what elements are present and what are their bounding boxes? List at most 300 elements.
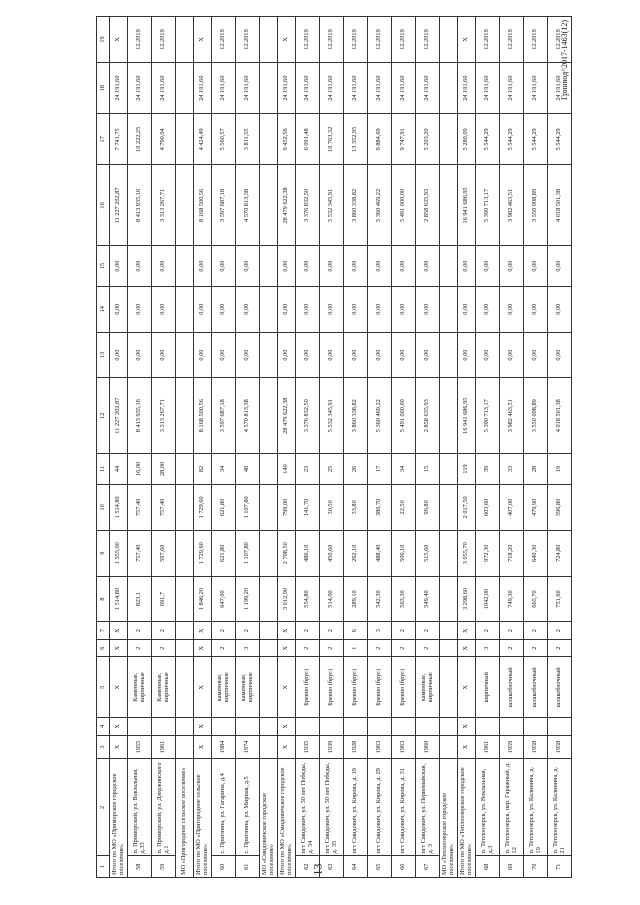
- section-row: [458, 17, 476, 878]
- cell: 3 055,70: [458, 530, 476, 576]
- cell: X: [458, 622, 476, 640]
- cell: 28 479 622,38: [278, 165, 296, 246]
- address-cell: пгт Смидович, ул. Кирова, д. 29: [368, 759, 392, 856]
- cell: 0,00: [392, 286, 416, 332]
- rotated-table-container: [96, 16, 572, 878]
- cell: [440, 718, 458, 736]
- cell: 691,7: [152, 576, 176, 622]
- cell: каменные, кирпичные: [212, 657, 236, 718]
- cell: 289,10: [344, 576, 368, 622]
- cell: [296, 718, 320, 736]
- cell: 4 018 501,38: [548, 165, 572, 246]
- cell: 488,40: [368, 530, 392, 576]
- cell: [176, 484, 194, 530]
- cell: 24 191,60: [344, 63, 368, 114]
- cell: [440, 63, 458, 114]
- section-title: МО «Теплоозерское городское поселение»: [440, 759, 458, 878]
- cell: 450,60: [320, 530, 344, 576]
- cell: [176, 165, 194, 246]
- cell: 665,70: [524, 576, 548, 622]
- cell: 34: [392, 453, 416, 484]
- table-row: [368, 17, 392, 878]
- cell: 24 191,60: [368, 63, 392, 114]
- cell: 542,30: [368, 576, 392, 622]
- column-number-15: 15: [97, 246, 110, 286]
- cell: 0,00: [128, 246, 152, 286]
- cell: 12.2019: [296, 17, 320, 63]
- cell: X: [278, 718, 296, 736]
- cell: X: [458, 657, 476, 718]
- address-cell: пгт Смидович, ул. Кирова, д. 31: [392, 759, 416, 856]
- cell: 3 313 267,71: [152, 378, 176, 454]
- table-row: [476, 17, 500, 878]
- address-cell: с. Пригнина, ул. Мирная, д.5: [236, 759, 260, 856]
- cell: [176, 378, 194, 454]
- cell: 19: [548, 453, 572, 484]
- cell: 24 191,60: [500, 63, 524, 114]
- cell: 0,00: [548, 286, 572, 332]
- cell: 24 191,60: [152, 63, 176, 114]
- cell: 10 222,25: [128, 114, 152, 165]
- cell: X: [458, 17, 476, 63]
- cell: 8 413 935,16: [128, 165, 152, 246]
- cell: 972,30: [476, 530, 500, 576]
- cell: 8 168 500,56: [194, 378, 212, 454]
- cell: 3 982 463,51: [500, 165, 524, 246]
- table-row: [296, 17, 320, 878]
- cell: 2 708,50: [278, 530, 296, 576]
- cell: [260, 576, 278, 622]
- cell: 12.2019: [524, 17, 548, 63]
- cell: Бревно (брус): [296, 657, 320, 718]
- cell: 0,00: [296, 246, 320, 286]
- cell: X: [278, 17, 296, 63]
- cell: 141,70: [296, 484, 320, 530]
- cell: [260, 246, 278, 286]
- cell: 2 858 635,93: [416, 165, 440, 246]
- cell: 2: [128, 622, 152, 640]
- cell: 2: [476, 622, 500, 640]
- cell: 2: [296, 639, 320, 657]
- cell: 0,00: [392, 246, 416, 286]
- cell: X: [194, 17, 212, 63]
- cell: 12.2019: [548, 17, 572, 63]
- section-row: [440, 17, 458, 878]
- cell: 0,00: [524, 286, 548, 332]
- cell: [176, 718, 194, 736]
- cell: 3 597 687,18: [212, 378, 236, 454]
- cell: 1939: [320, 735, 344, 759]
- cell: 621,80: [212, 530, 236, 576]
- cell: 1 107,80: [236, 530, 260, 576]
- address-cell: п. Приморский, ул. Дзержинского д.1: [152, 759, 176, 856]
- cell: 4 570 813,38: [236, 378, 260, 454]
- table-row: [548, 17, 572, 878]
- cell: 12.2019: [500, 17, 524, 63]
- cell: 751,60: [548, 576, 572, 622]
- cell: [260, 657, 278, 718]
- cell: 5 544,29: [524, 114, 548, 165]
- cell: 596,80: [548, 484, 572, 530]
- cell: [440, 286, 458, 332]
- cell: 12.2019: [212, 17, 236, 63]
- cell: 597,60: [152, 530, 176, 576]
- cell: [440, 332, 458, 378]
- cell: 0,00: [392, 332, 416, 378]
- cell: 7 741,75: [110, 114, 128, 165]
- cell: 24 191,60: [212, 63, 236, 114]
- column-number-9: 9: [97, 530, 110, 576]
- cell: 2: [296, 622, 320, 640]
- cell: 5 203,20: [416, 114, 440, 165]
- table-row: [500, 17, 524, 878]
- cell: 3 550 008,89: [524, 378, 548, 454]
- cell: [176, 576, 194, 622]
- cell: 757,40: [128, 484, 152, 530]
- column-number-5: 5: [97, 657, 110, 718]
- cell: [440, 246, 458, 286]
- cell: 2: [524, 639, 548, 657]
- cell: 0,00: [152, 332, 176, 378]
- cell: 82: [194, 453, 212, 484]
- cell: 1 355,00: [110, 530, 128, 576]
- cell: 22,50: [392, 484, 416, 530]
- cell: 28: [524, 453, 548, 484]
- cell: 0,00: [320, 286, 344, 332]
- column-number-11: 11: [97, 453, 110, 484]
- cell: 28 479 622,38: [278, 378, 296, 454]
- cell: 5 560,57: [212, 114, 236, 165]
- cell: 4 018 501,38: [548, 378, 572, 454]
- cell: 2: [500, 622, 524, 640]
- cell: 3 012,90: [278, 576, 296, 622]
- column-number-16: 16: [97, 165, 110, 246]
- column-number-header: [97, 17, 110, 878]
- cell: 25: [320, 453, 344, 484]
- cell: 262,10: [344, 530, 368, 576]
- cell: [128, 718, 152, 736]
- cell: 44: [110, 453, 128, 484]
- cell: 0,00: [194, 246, 212, 286]
- cell: X: [110, 639, 128, 657]
- cell: 0,00: [500, 332, 524, 378]
- cell: 12.2019: [344, 17, 368, 63]
- table-body: [110, 17, 572, 878]
- section-row: [278, 17, 296, 878]
- cell: Каменные, кирпичные: [128, 657, 152, 718]
- cell: X: [194, 735, 212, 759]
- cell: 33: [500, 453, 524, 484]
- cell: 16 941 686,95: [458, 165, 476, 246]
- column-number-3: 3: [97, 735, 110, 759]
- cell: X: [194, 622, 212, 640]
- cell: 59: [152, 856, 176, 878]
- column-number-17: 17: [97, 114, 110, 165]
- table-row: [320, 17, 344, 878]
- cell: Бревно (брус): [344, 657, 368, 718]
- cell: 24 191,60: [296, 63, 320, 114]
- cell: 24 191,60: [128, 63, 152, 114]
- cell: 12.2019: [128, 17, 152, 63]
- cell: X: [278, 657, 296, 718]
- cell: X: [278, 735, 296, 759]
- cell: [440, 17, 458, 63]
- section-title: Итого по МО «Пригородное сельское поселение»: [194, 759, 212, 878]
- cell: 1974: [236, 735, 260, 759]
- cell: 0,00: [368, 332, 392, 378]
- cell: 1955: [128, 735, 152, 759]
- address-cell: с. Пригнина, ул. Гагарина, д.4: [212, 759, 236, 856]
- cell: 2: [236, 622, 260, 640]
- cell: [416, 718, 440, 736]
- cell: 1 107,80: [236, 484, 260, 530]
- cell: X: [110, 622, 128, 640]
- cell: 8 168 500,56: [194, 165, 212, 246]
- cell: 3 860 338,82: [344, 378, 368, 454]
- cell: [440, 576, 458, 622]
- cell: 24 191,60: [524, 63, 548, 114]
- cell: [236, 718, 260, 736]
- column-number-19: 19: [97, 17, 110, 63]
- cell: [176, 735, 194, 759]
- cell: 2: [524, 622, 548, 640]
- cell: 4 424,49: [194, 114, 212, 165]
- cell: [440, 165, 458, 246]
- section-row: [176, 17, 194, 878]
- cell: X: [458, 639, 476, 657]
- cell: 2 017,50: [458, 484, 476, 530]
- cell: 4 790,04: [152, 114, 176, 165]
- cell: 0,00: [278, 286, 296, 332]
- cell: 17: [368, 453, 392, 484]
- cell: 0,00: [524, 246, 548, 286]
- cell: 1 514,80: [110, 484, 128, 530]
- cell: 5 544,29: [500, 114, 524, 165]
- table-row: [416, 17, 440, 878]
- address-cell: пгт Смидович, ул. Кирова, д. 19: [344, 759, 368, 856]
- cell: [440, 378, 458, 454]
- cell: 1960: [416, 735, 440, 759]
- cell: 2 858 635,93: [416, 378, 440, 454]
- cell: 2: [392, 639, 416, 657]
- cell: X: [278, 639, 296, 657]
- cell: 0,00: [416, 332, 440, 378]
- cell: 823,1: [128, 576, 152, 622]
- cell: 486,10: [296, 530, 320, 576]
- cell: 1928: [344, 735, 368, 759]
- cell: 0,00: [458, 246, 476, 286]
- cell: 0,00: [416, 246, 440, 286]
- cell: X: [194, 657, 212, 718]
- cell: 0,00: [152, 286, 176, 332]
- cell: 8 413 935,16: [128, 378, 152, 454]
- cell: 0,00: [344, 246, 368, 286]
- cell: 1935: [296, 735, 320, 759]
- cell: 0,00: [548, 246, 572, 286]
- cell: 60: [212, 856, 236, 878]
- cell: 0,00: [110, 332, 128, 378]
- cell: 3 550 008,89: [524, 165, 548, 246]
- cell: 24 191,60: [458, 63, 476, 114]
- cell: 12.2019: [236, 17, 260, 63]
- section-title: МО «Пригородное сельское поселение»: [176, 759, 194, 878]
- cell: 3 298,60: [458, 576, 476, 622]
- apartment-buildings-table: [96, 16, 572, 878]
- cell: 11 227 202,87: [110, 165, 128, 246]
- cell: 3: [368, 622, 392, 640]
- cell: [176, 63, 194, 114]
- cell: [176, 17, 194, 63]
- cell: [440, 530, 458, 576]
- cell: 0,00: [278, 332, 296, 378]
- cell: 2: [500, 639, 524, 657]
- cell: 5 491 000,00: [392, 165, 416, 246]
- table-row: [212, 17, 236, 878]
- cell: 68: [476, 856, 500, 878]
- cell: 12.2019: [392, 17, 416, 63]
- cell: X: [458, 718, 476, 736]
- cell: 563,30: [392, 576, 416, 622]
- cell: [176, 622, 194, 640]
- cell: 12.2019: [368, 17, 392, 63]
- table-row: [128, 17, 152, 878]
- cell: 0,00: [548, 332, 572, 378]
- cell: 63: [320, 856, 344, 878]
- cell: 34: [212, 453, 236, 484]
- cell: [440, 657, 458, 718]
- cell: [212, 718, 236, 736]
- cell: 10 763,32: [320, 114, 344, 165]
- column-number-8: 8: [97, 576, 110, 622]
- cell: 12.2019: [152, 17, 176, 63]
- cell: 0,00: [236, 332, 260, 378]
- cell: 1984: [212, 735, 236, 759]
- column-number-1: 1: [97, 856, 110, 878]
- cell: [260, 286, 278, 332]
- cell: 12.2019: [476, 17, 500, 63]
- column-number-2: 2: [97, 759, 110, 856]
- cell: 71: [548, 856, 572, 878]
- cell: 5 390 713,17: [476, 165, 500, 246]
- cell: 58: [128, 856, 152, 878]
- cell: 4 570 813,38: [236, 165, 260, 246]
- cell: 0,00: [194, 332, 212, 378]
- cell: 2: [548, 622, 572, 640]
- cell: каменные, кирпичные: [416, 657, 440, 718]
- cell: 5 390 713,17: [476, 378, 500, 454]
- cell: 621,80: [212, 484, 236, 530]
- cell: [260, 639, 278, 657]
- cell: 99,80: [416, 484, 440, 530]
- cell: 5 360 469,22: [368, 378, 392, 454]
- cell: 1963: [392, 735, 416, 759]
- cell: 3 313 267,71: [152, 165, 176, 246]
- cell: 799,00: [278, 484, 296, 530]
- cell: шлакоблочный: [548, 657, 572, 718]
- cell: [440, 114, 458, 165]
- cell: [260, 453, 278, 484]
- cell: 1958: [548, 735, 572, 759]
- cell: 2: [416, 639, 440, 657]
- cell: 514,00: [320, 576, 344, 622]
- cell: Бревно (брус): [320, 657, 344, 718]
- cell: 0,00: [344, 332, 368, 378]
- cell: 5 491 000,00: [392, 378, 416, 454]
- cell: 24 191,60: [392, 63, 416, 114]
- section-title: Итого по МО «Смидовичское городское поселение»: [278, 759, 296, 878]
- cell: 1961: [152, 735, 176, 759]
- cell: 2: [212, 622, 236, 640]
- cell: 0,00: [416, 286, 440, 332]
- cell: 2: [368, 639, 392, 657]
- cell: 5 544,29: [476, 114, 500, 165]
- cell: 0,00: [524, 332, 548, 378]
- cell: 2: [128, 639, 152, 657]
- cell: 0,00: [344, 286, 368, 332]
- cell: 16 941 686,95: [458, 378, 476, 454]
- cell: 0,00: [476, 332, 500, 378]
- cell: 9 747,91: [392, 114, 416, 165]
- cell: 724,80: [548, 530, 572, 576]
- cell: 749,30: [500, 576, 524, 622]
- cell: 5 360 469,22: [368, 165, 392, 246]
- cell: 2: [320, 622, 344, 640]
- cell: 0,00: [296, 286, 320, 332]
- cell: 2: [548, 639, 572, 657]
- cell: 3 597 687,18: [212, 165, 236, 246]
- cell: 0,00: [368, 246, 392, 286]
- cell: 2: [416, 622, 440, 640]
- cell: 12.2019: [416, 17, 440, 63]
- cell: 13 352,95: [344, 114, 368, 165]
- cell: 24 191,60: [416, 63, 440, 114]
- cell: 5 532 345,91: [320, 378, 344, 454]
- section-title: Итого по МО «Теплоозерское городское поселение»: [458, 759, 476, 878]
- cell: [260, 735, 278, 759]
- cell: [476, 718, 500, 736]
- cell: X: [194, 639, 212, 657]
- cell: [176, 114, 194, 165]
- column-number-4: 4: [97, 718, 110, 736]
- section-row: [194, 17, 212, 878]
- cell: 12.2019: [320, 17, 344, 63]
- cell: 70: [524, 856, 548, 878]
- cell: 0,00: [458, 332, 476, 378]
- cell: [260, 165, 278, 246]
- cell: 39: [476, 453, 500, 484]
- cell: Каменные, кирпичные: [152, 657, 176, 718]
- cell: [440, 735, 458, 759]
- table-row: [152, 17, 176, 878]
- cell: [440, 453, 458, 484]
- cell: 24 191,60: [236, 63, 260, 114]
- table-row: [524, 17, 548, 878]
- cell: [176, 332, 194, 378]
- cell: 3 376 832,50: [296, 165, 320, 246]
- cell: 3 860 338,82: [344, 165, 368, 246]
- cell: 1 514,80: [110, 576, 128, 622]
- cell: X: [194, 718, 212, 736]
- address-cell: пгт Смидович, ул. Первомайская, д. 3: [416, 759, 440, 856]
- cell: 0,00: [194, 286, 212, 332]
- cell: 3: [236, 639, 260, 657]
- cell: 1961: [476, 735, 500, 759]
- cell: 506,10: [392, 530, 416, 576]
- cell: [368, 718, 392, 736]
- cell: 0,00: [278, 246, 296, 286]
- section-row: [110, 17, 128, 878]
- cell: [260, 17, 278, 63]
